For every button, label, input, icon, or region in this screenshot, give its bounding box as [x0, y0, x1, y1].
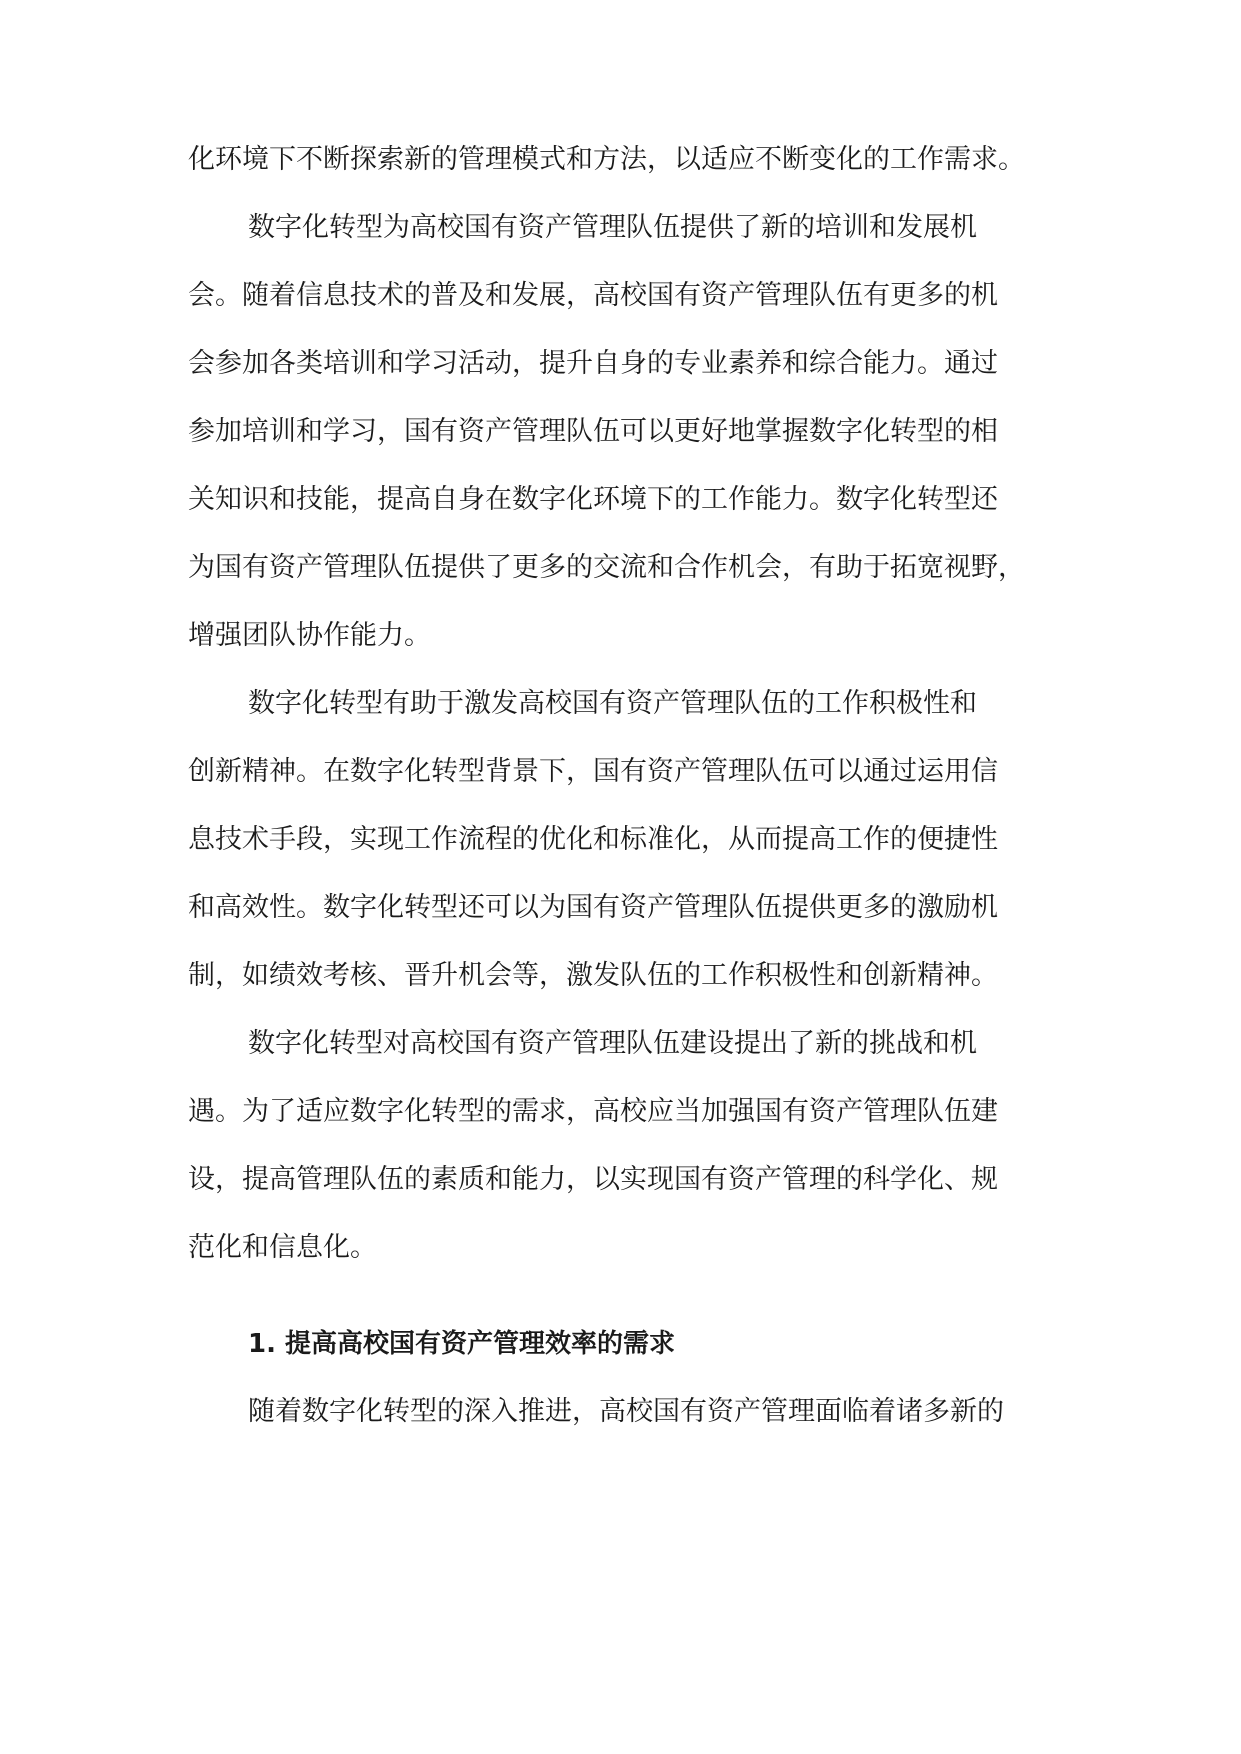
text-line: 制，如绩效考核、晋升机会等，激发队伍的工作积极性和创新精神。 — [188, 960, 998, 991]
text-line: 化环境下不断探索新的管理模式和方法，以适应不断变化的工作需求。 — [188, 144, 1025, 175]
text-line: 关知识和技能，提高自身在数字化环境下的工作能力。数字化转型还 — [188, 484, 998, 515]
text-line: 参加培训和学习，国有资产管理队伍可以更好地掌握数字化转型的相 — [188, 416, 998, 447]
text-line: 会。随着信息技术的普及和发展，高校国有资产管理队伍有更多的机 — [188, 280, 998, 311]
text-line: 随着数字化转型的深入推进，高校国有资产管理面临着诸多新的 — [248, 1396, 1004, 1427]
text-line: 数字化转型对高校国有资产管理队伍建设提出了新的挑战和机 — [248, 1028, 977, 1059]
text-line: 增强团队协作能力。 — [188, 620, 431, 651]
text-line: 会参加各类培训和学习活动，提升自身的专业素养和综合能力。通过 — [188, 348, 998, 379]
text-line: 遇。为了适应数字化转型的需求，高校应当加强国有资产管理队伍建 — [188, 1096, 998, 1127]
text-line: 数字化转型为高校国有资产管理队伍提供了新的培训和发展机 — [248, 212, 977, 243]
text-line: 和高效性。数字化转型还可以为国有资产管理队伍提供更多的激励机 — [188, 892, 998, 923]
text-line: 息技术手段，实现工作流程的优化和标准化，从而提高工作的便捷性 — [188, 824, 998, 855]
text-line: 为国有资产管理队伍提供了更多的交流和合作机会，有助于拓宽视野， — [188, 552, 1025, 583]
text-line: 设，提高管理队伍的素质和能力，以实现国有资产管理的科学化、规 — [188, 1164, 998, 1195]
text-line: 创新精神。在数字化转型背景下，国有资产管理队伍可以通过运用信 — [188, 756, 998, 787]
section-heading: 1. 提高高校国有资产管理效率的需求 — [248, 1329, 676, 1359]
text-line: 数字化转型有助于激发高校国有资产管理队伍的工作积极性和 — [248, 688, 977, 719]
text-line: 范化和信息化。 — [188, 1232, 377, 1263]
